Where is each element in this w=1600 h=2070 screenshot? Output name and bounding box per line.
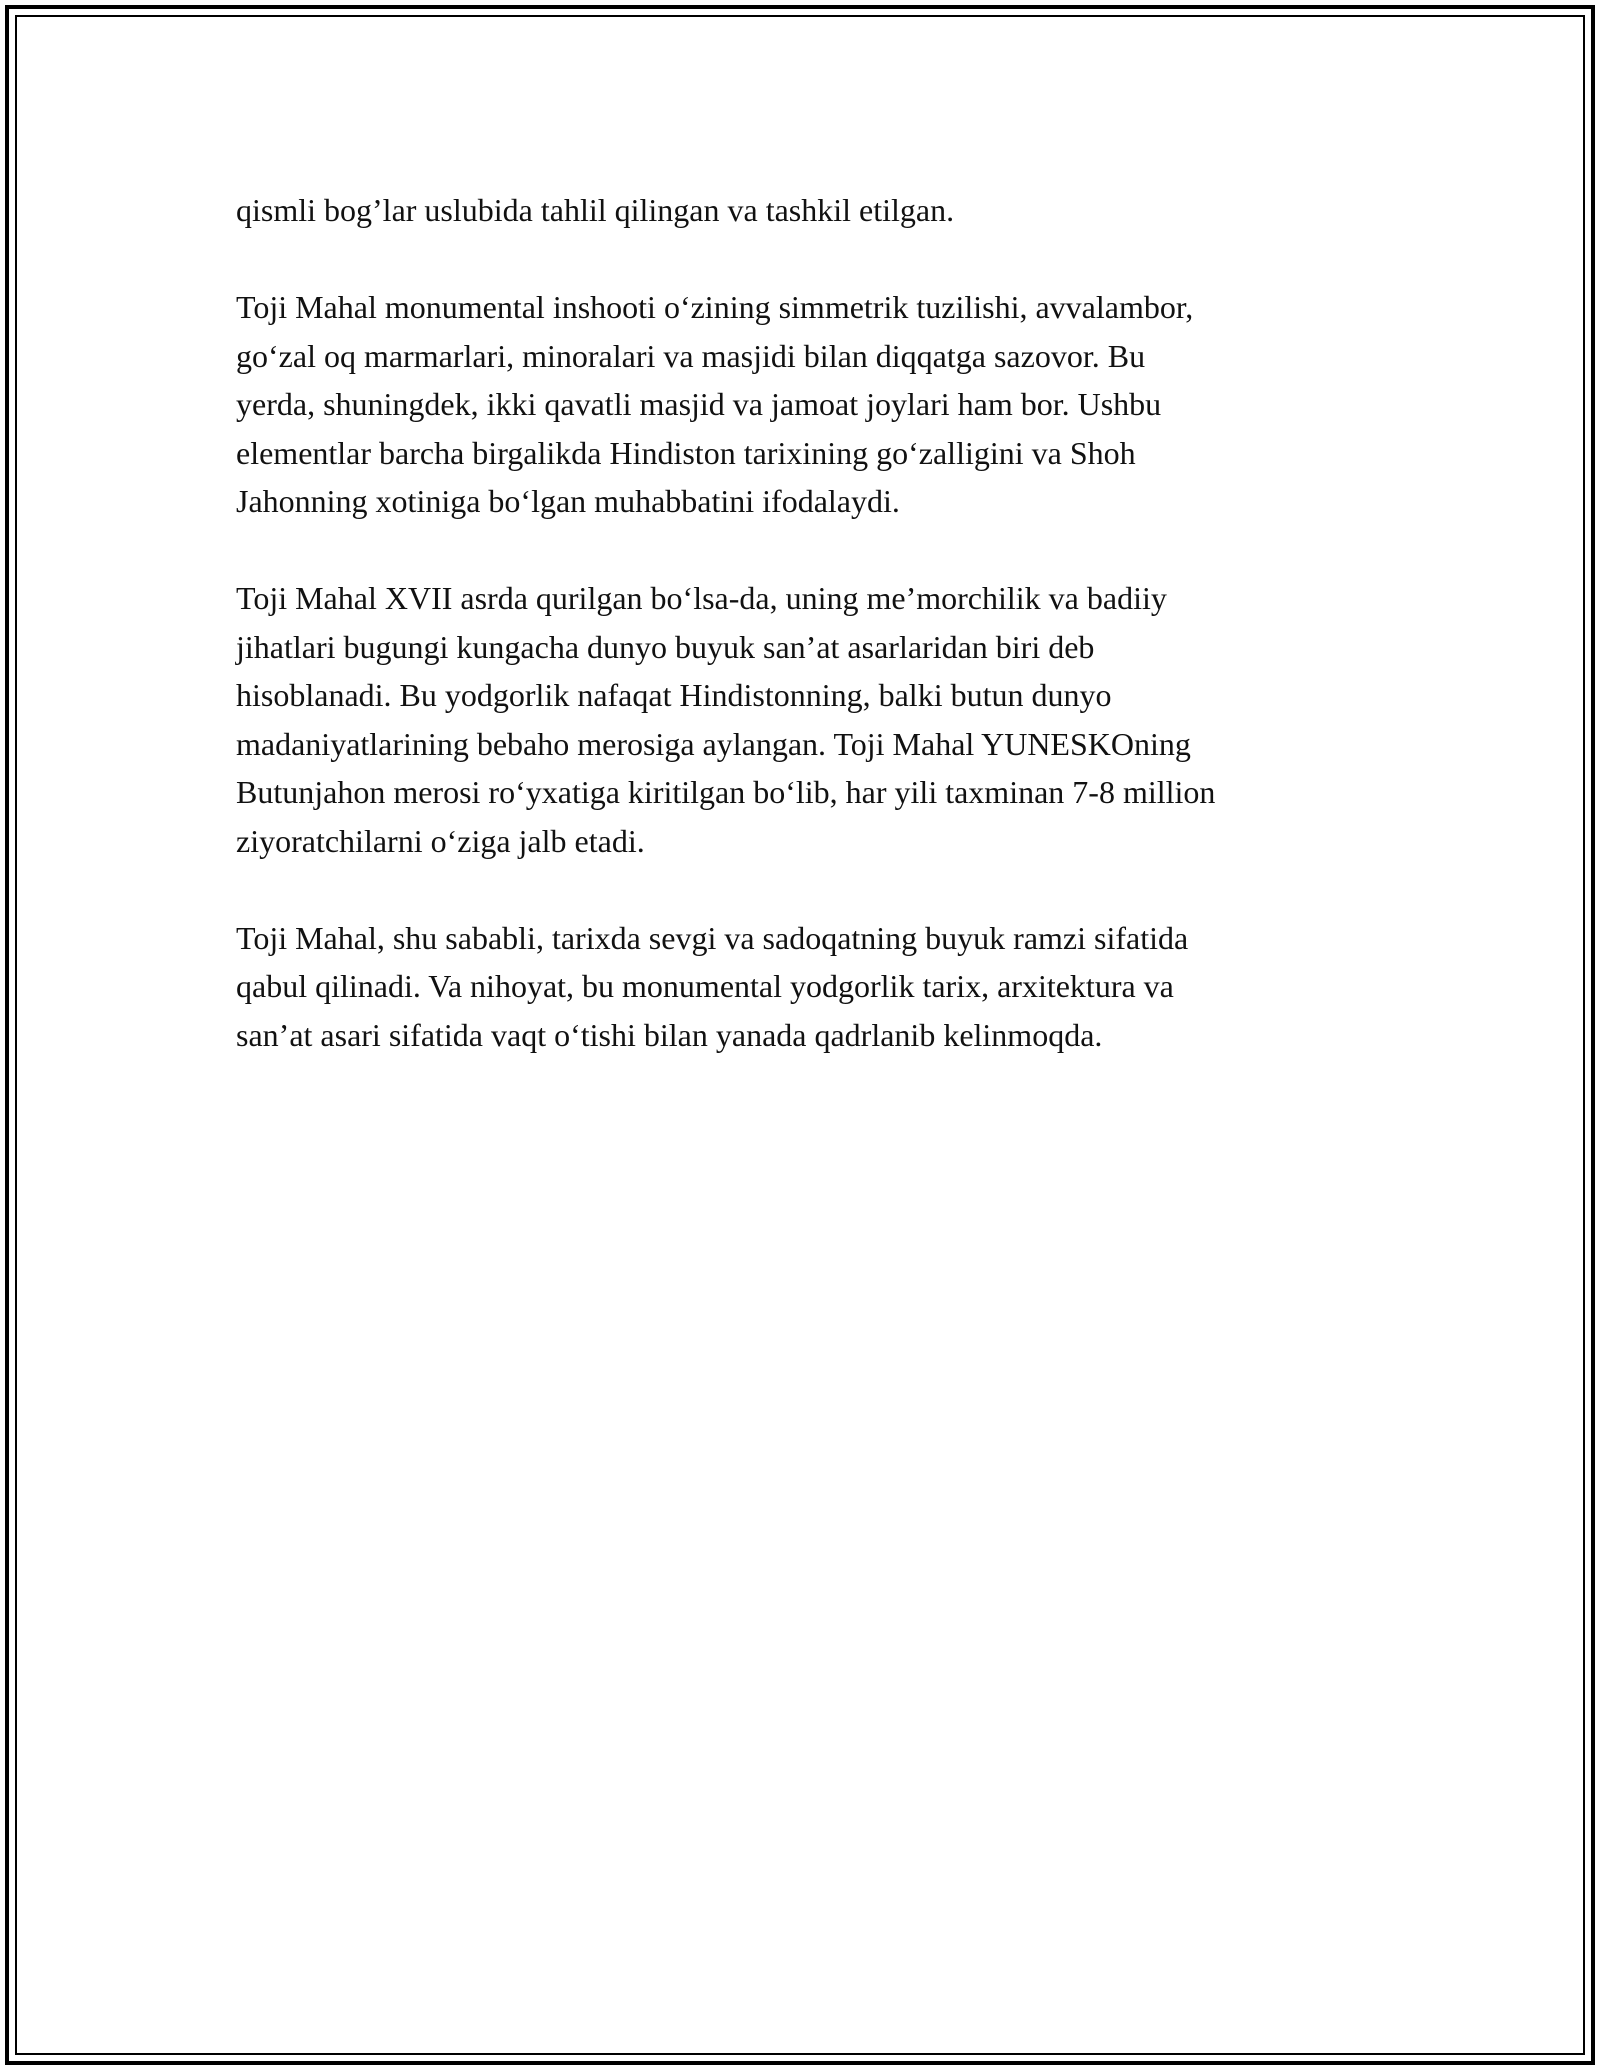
text-line: madaniyatlarining bebaho merosiga aylangan. Toji Mahal YUNESKOning: [236, 725, 1191, 762]
text-line: go‘zal oq marmarlari, minoralari va masjidi bilan diqqatga sazovor. Bu: [236, 337, 1146, 374]
text-line: Toji Mahal monumental inshooti o‘zining simmetrik tuzilishi, avvalambor,: [236, 289, 1194, 325]
text-line: qabul qilinadi. Va nihoyat, bu monumental yodgorlik tarix, arxitektura va: [236, 968, 1174, 1004]
text-line: yerda, shuningdek, ikki qavatli masjid va jamoat joylari ham bor. Ushbu: [236, 386, 1162, 422]
text-line: Butunjahon merosi ro‘yxatiga kiritilgan bo‘lib, har yili taxminan 7-8 million: [236, 774, 1216, 810]
text-line: Toji Mahal, shu sababli, tarixda sevgi va sadoqatning buyuk ramzi sifatida: [236, 919, 1189, 956]
document-body: [236, 186, 1366, 1108]
text-line: qismli bog’lar uslubida tahlil qilingan va tashkil etilgan.: [236, 192, 955, 228]
paragraph-3: [236, 574, 1366, 865]
paragraph-2: [236, 283, 1366, 526]
text-line: san’at asari sifatida vaqt o‘tishi bilan yanada qadrlanib kelinmoqda.: [236, 1016, 1103, 1053]
paragraph-4: [236, 914, 1366, 1060]
paragraph-1: [236, 186, 1366, 235]
text-line: Toji Mahal XVII asrda qurilgan bo‘lsa-da, uning me’morchilik va badiiy: [236, 580, 1167, 616]
text-line: jihatlari bugungi kungacha dunyo buyuk san’at asarlaridan biri deb: [236, 628, 1095, 665]
text-line: hisoblanadi. Bu yodgorlik nafaqat Hindistonning, balki butun dunyo: [236, 677, 1112, 713]
text-line: elementlar barcha birgalikda Hindiston tarixining go‘zalligini va Shoh: [236, 434, 1136, 471]
text-line: Jahonning xotiniga bo‘lgan muhabbatini ifodalaydi.: [236, 483, 900, 519]
text-line: ziyoratchilarni o‘ziga jalb etadi.: [236, 822, 645, 859]
